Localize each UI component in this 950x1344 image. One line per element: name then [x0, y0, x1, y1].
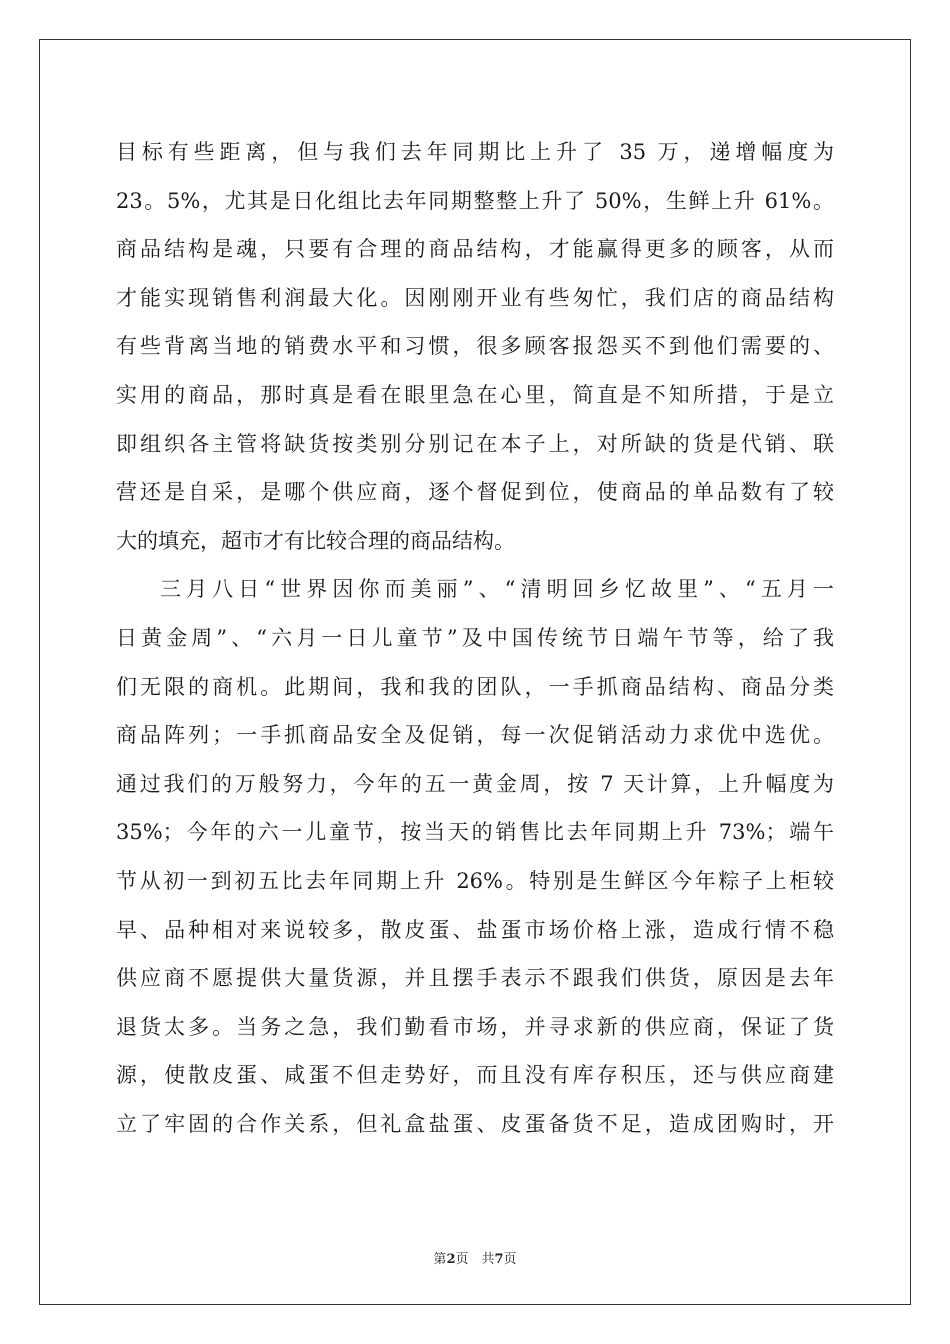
page-prefix: 第 [433, 1252, 447, 1267]
current-page-number: 2 [446, 1252, 456, 1267]
text-line: 商品阵列；一手抓商品安全及促销，每一次促销活动力求优中选优。 [116, 723, 834, 748]
text-line: 节从初一到初五比去年同期上升 26%。特别是生鲜区今年粽子上柜较 [116, 868, 834, 893]
body-text [116, 128, 834, 1148]
text-line: 商品结构是魂，只要有合理的商品结构，才能赢得更多的顾客，从而 [116, 237, 834, 262]
text-line: 供应商不愿提供大量货源，并且摆手表示不跟我们供货，原因是去年 [116, 966, 834, 991]
text-line: 早、品种相对来说较多，散皮蛋、盐蛋市场价格上涨，造成行情不稳 [116, 917, 834, 942]
text-line: 目标有些距离，但与我们去年同期比上升了 35 万，递增幅度为 [116, 140, 834, 164]
text-line: 即组织各主管将缺货按类别分别记在本子上，对所缺的货是代销、联 [116, 431, 834, 456]
text-line: 35%；今年的六一儿童节，按当天的销售比去年同期上升 73%；端午 [116, 820, 834, 845]
text-line: 营还是自采，是哪个供应商，逐个督促到位，使商品的单品数有了较 [116, 480, 834, 505]
total-page-number: 7 [494, 1252, 504, 1267]
text-line: 才能实现销售利润最大化。因刚刚开业有些匆忙，我们店的商品结构 [116, 285, 834, 310]
page-footer [0, 1248, 950, 1267]
text-line: 通过我们的万般努力，今年的五一黄金周，按 7 天计算，上升幅度为 [116, 771, 834, 796]
text-line: 有些背离当地的销费水平和习惯，很多顾客报怨买不到他们需要的、 [116, 334, 834, 359]
text-line: 实用的商品，那时真是看在眼里急在心里，简直是不知所措，于是立 [116, 382, 834, 407]
page-suffix: 页 [503, 1252, 517, 1267]
text-line: 立了牢固的合作关系，但礼盒盐蛋、皮蛋备货不足，造成团购时，开 [116, 1111, 834, 1136]
text-line: 大的填充，超市才有比较合理的商品结构。 [116, 528, 515, 553]
text-line: 退货太多。当务之急，我们勤看市场，并寻求新的供应商，保证了货 [116, 1014, 834, 1039]
text-line: 们无限的商机。此期间，我和我的团队，一手抓商品结构、商品分类 [116, 674, 834, 699]
text-line: 源，使散皮蛋、咸蛋不但走势好，而且没有库存积压，还与供应商建 [116, 1063, 834, 1088]
text-line: 日黄金周”、“六月一日儿童节”及中国传统节日端午节等，给了我 [116, 625, 834, 650]
page-mid: 页 共 [455, 1252, 495, 1267]
text-line: 三月八日“世界因你而美丽”、“清明回乡忆故里”、“五月一 [160, 577, 834, 602]
text-line: 23。5%，尤其是日化组比去年同期整整上升了 50%，生鲜上升 61%。 [116, 188, 834, 213]
